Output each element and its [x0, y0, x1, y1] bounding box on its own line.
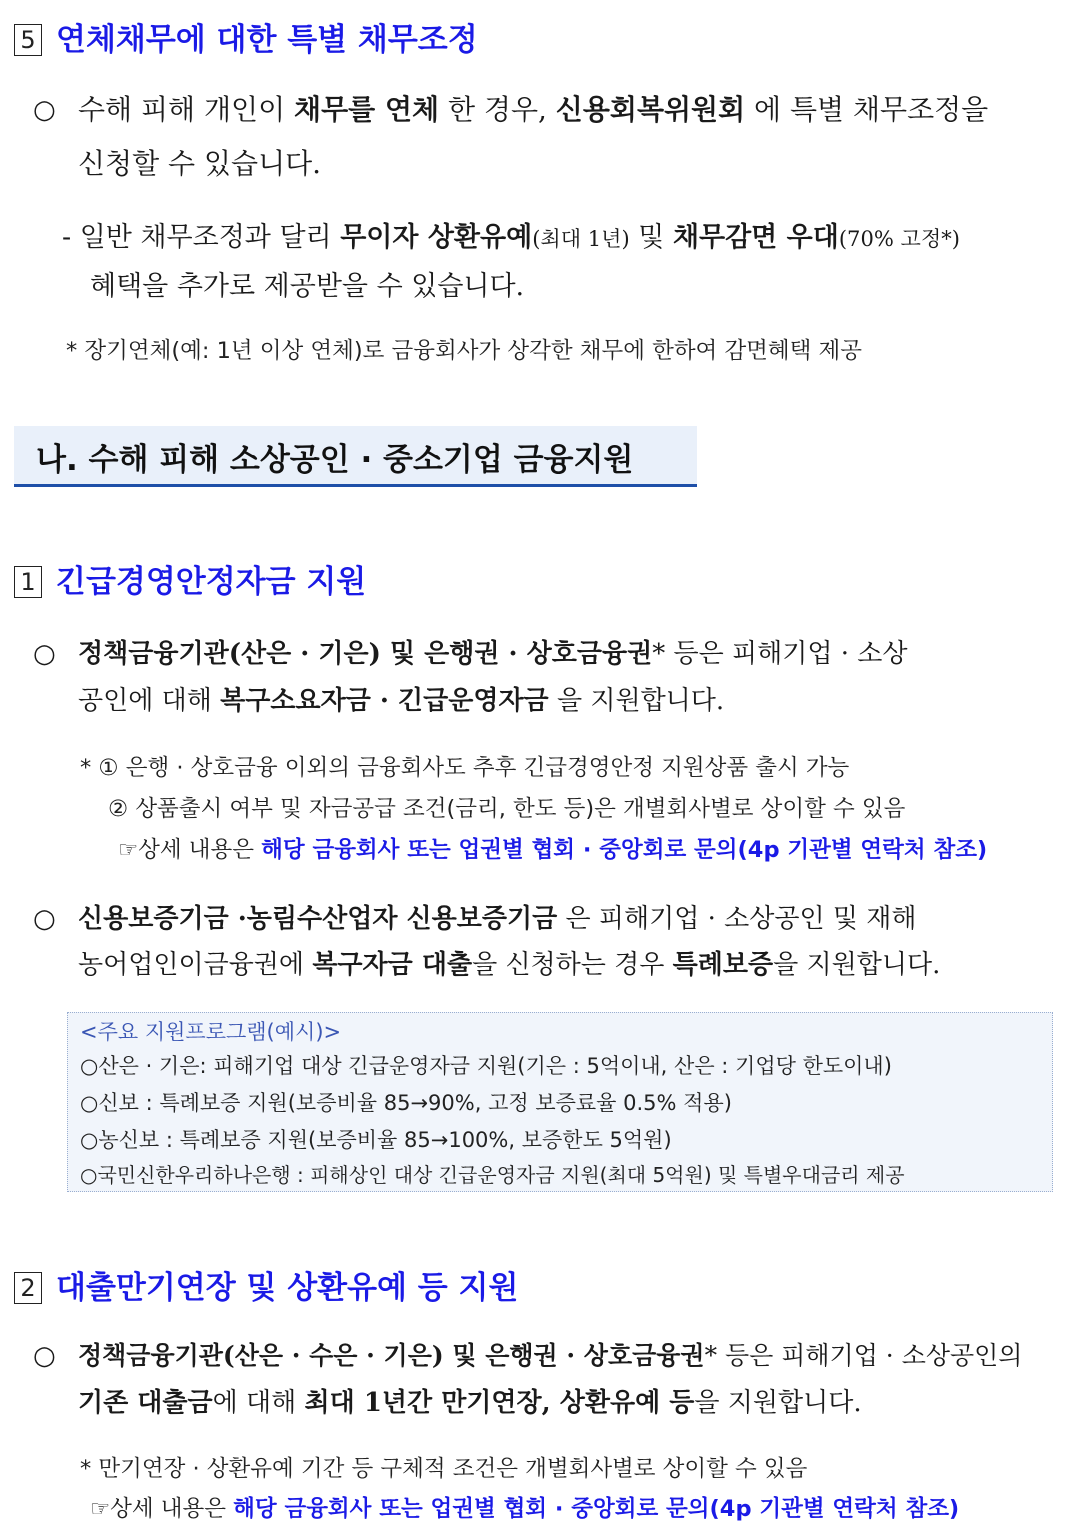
section-number-box: 5 [14, 24, 42, 56]
footnote-1-b: ② 상품출시 여부 및 자금공급 조건(금리, 한도 등)은 개별회사별로 상이할 수 있음 [108, 796, 906, 822]
program-box-title: <주요 지원프로그램(예시)> [80, 1020, 342, 1044]
paragraph-5-1: ○ 수해 피해 개인이 채무를 연체 한 경우, 신용회복위원회 에 특별 채무조정을 [78, 83, 988, 137]
section-title: 연체채무에 대한 특별 채무조정 [56, 22, 478, 58]
section-1-heading [14, 556, 366, 601]
footnote-5: * 장기연체(예: 1년 이상 연체)로 금융회사가 상각한 채무에 한하여 감면혜택 제공 [66, 338, 863, 364]
paragraph-1-2-line2: 농어업인이금융권에 복구자금 대출을 신청하는 경우 특례보증을 지원합니다. [78, 950, 941, 980]
paragraph-5-1-line2: 신청할 수 있습니다. [78, 147, 322, 180]
paragraph-5-2-line2: 혜택을 추가로 제공받을 수 있습니다. [90, 271, 525, 302]
paragraph-1-1: ○ 정책금융기관(산은 · 기은) 및 은행권 · 상호금융권* 등은 피해기업 · 소상 [78, 627, 908, 681]
section-title: 긴급경영안정자금 지원 [56, 564, 367, 600]
bullet-circle: ○ [33, 95, 56, 125]
bullet-circle: ○ [33, 1341, 56, 1371]
reference-link: 해당 금융회사 또는 업권별 협회 · 중앙회로 문의(4p 기관별 연락처 참조) [261, 837, 988, 863]
section-number-box: 2 [14, 1272, 42, 1304]
footnote-1-a: * ① 은행 · 상호금융 이외의 금융회사도 추후 긴급경영안정 지원상품 출시 가능 [80, 755, 850, 781]
support-program-box [67, 1012, 1053, 1192]
program-item: ○국민신한우리하나은행 : 피해상인 대상 긴급운영자금 지원(최대 5억원) 및 특별우대금리 제공 [80, 1163, 905, 1187]
bullet-circle: ○ [33, 904, 56, 934]
section-number-box: 1 [14, 566, 42, 598]
subsection-title: 나. 수해 피해 소상공인 · 중소기업 금융지원 [36, 442, 634, 478]
paragraph-5-2: - 일반 채무조정과 달리 무이자 상환유예(최대 1년) 및 채무감면 우대(70% 고정*) [62, 222, 960, 253]
section-2-heading [14, 1262, 518, 1307]
footnote-2: * 만기연장 · 상환유예 기간 등 구체적 조건은 개별회사별로 상이할 수 있음 [80, 1456, 808, 1482]
paragraph-1-2: ○ 신용보증기금 ·농림수산업자 신용보증기금 은 피해기업 · 소상공인 및 재해 [78, 892, 917, 946]
paragraph-2-1-line2: 기존 대출금에 대해 최대 1년간 만기연장, 상환유예 등을 지원합니다. [78, 1388, 862, 1418]
paragraph-2-1: ○ 정책금융기관(산은 · 수은 · 기은) 및 은행권 · 상호금융권* 등은 피해기업 · 소상공인의 [78, 1329, 1022, 1383]
subsection-title-box [14, 426, 697, 487]
reference-link: 해당 금융회사 또는 업권별 협회 · 중앙회로 문의(4p 기관별 연락처 참조) [233, 1496, 960, 1522]
paragraph-1-1-line2: 공인에 대해 복구소요자금 · 긴급운영자금 을 지원합니다. [78, 686, 725, 716]
reference-1: ☞상세 내용은 해당 금융회사 또는 업권별 협회 · 중앙회로 문의(4p 기관별 연락처 참조) [118, 837, 988, 863]
section-title: 대출만기연장 및 상환유예 등 지원 [56, 1270, 519, 1306]
bullet-circle: ○ [33, 639, 56, 669]
program-item: ○농신보 : 특례보증 지원(보증비율 85→100%, 보증한도 5억원) [80, 1128, 672, 1152]
program-item: ○신보 : 특례보증 지원(보증비율 85→90%, 고정 보증료율 0.5% 적용) [80, 1091, 732, 1115]
program-item: ○산은 · 기은: 피해기업 대상 긴급운영자금 지원(기은 : 5억이내, 산은 : 기업당 한도이내) [80, 1054, 892, 1078]
reference-2: ☞상세 내용은 해당 금융회사 또는 업권별 협회 · 중앙회로 문의(4p 기관별 연락처 참조) [90, 1496, 960, 1522]
section-5-heading [14, 14, 478, 59]
